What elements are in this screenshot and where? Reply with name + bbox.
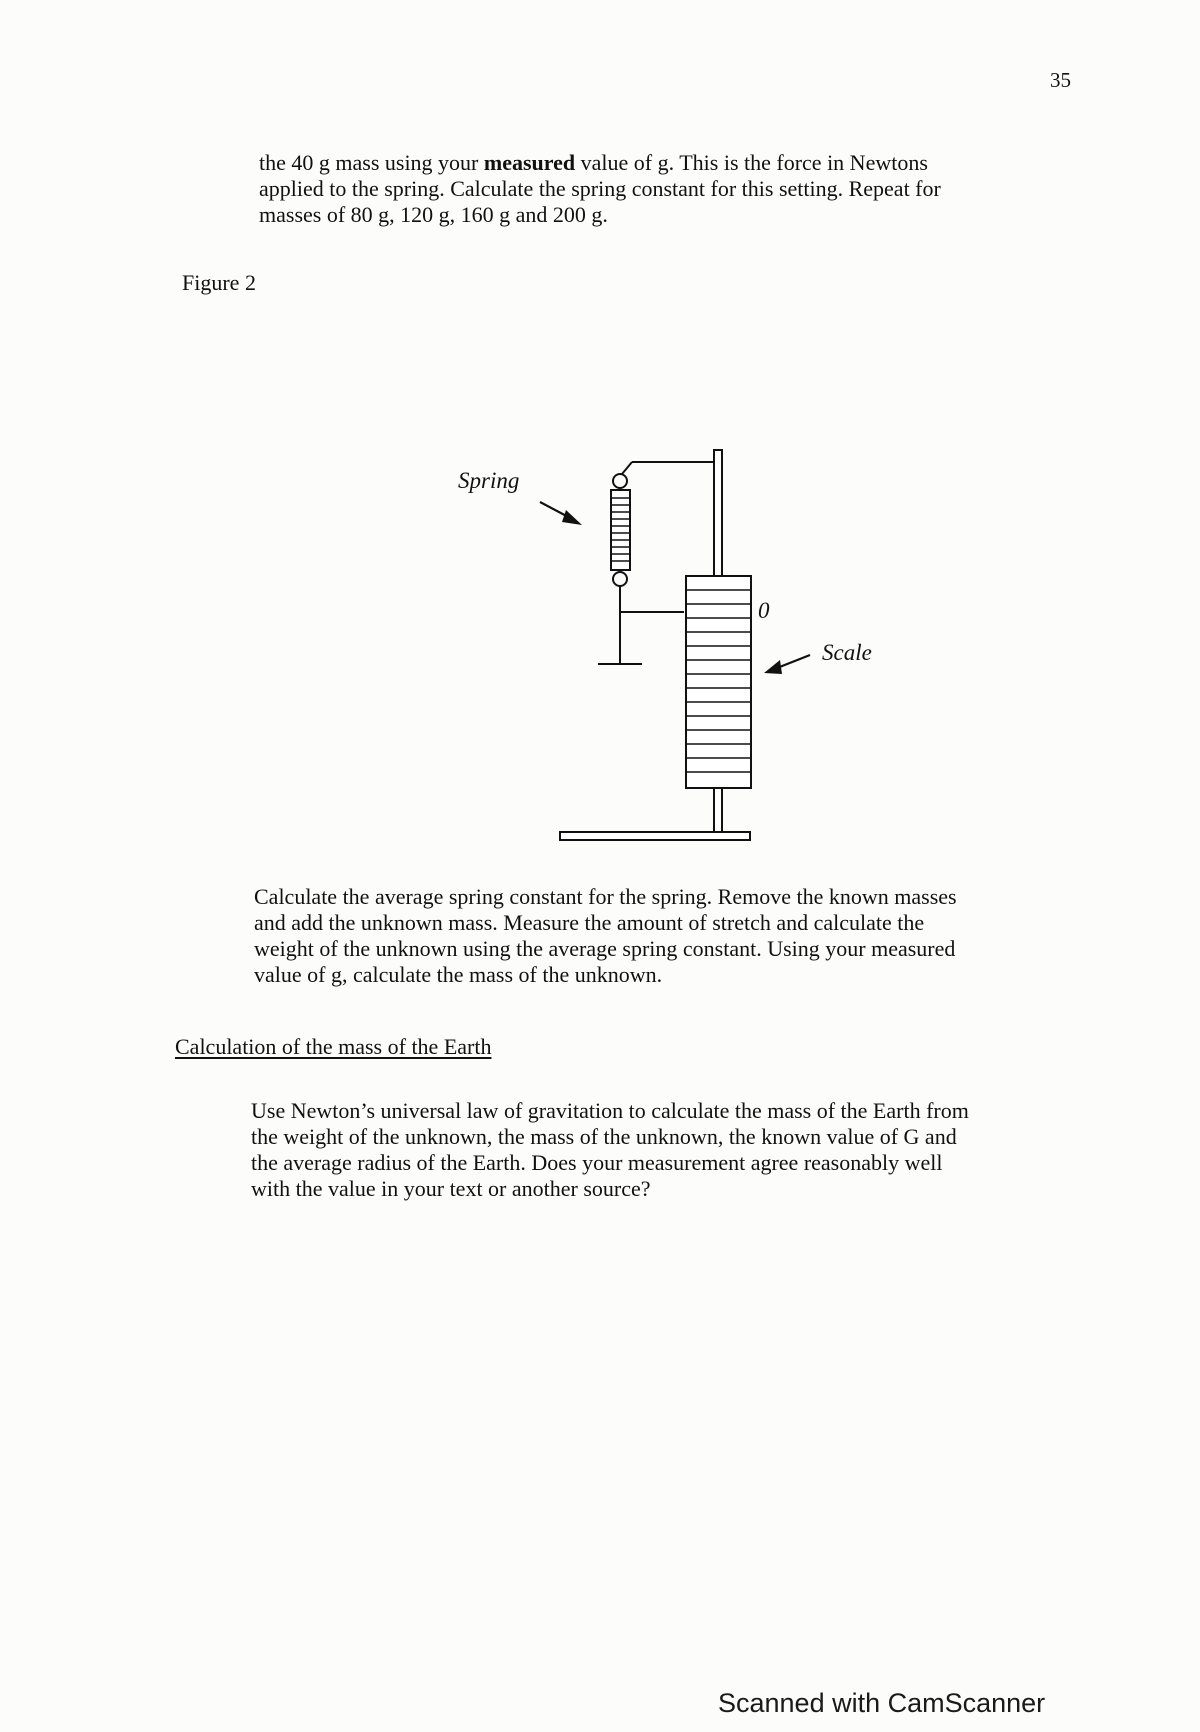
stand-rod: [714, 450, 722, 578]
paragraph-1-line-3: masses of 80 g, 120 g, 160 g and 200 g.: [259, 202, 608, 227]
spring-bottom-ring: [613, 572, 627, 586]
spring-label: Spring: [458, 468, 520, 493]
figure-label: Figure 2: [182, 270, 256, 295]
paragraph-2-line: weight of the unknown using the average spring constant. Using your measured: [254, 936, 956, 961]
scale-label: Scale: [822, 640, 872, 665]
line-1-pre: the 40 g mass using your: [259, 150, 484, 175]
paragraph-3-line: the average radius of the Earth. Does your measurement agree reasonably well: [251, 1150, 943, 1175]
page-number: 35: [1050, 68, 1071, 92]
paragraph-2-line: value of g, calculate the mass of the unknown.: [254, 962, 663, 987]
paragraph-3-line: the weight of the unknown, the mass of the unknown, the known value of G and: [251, 1124, 957, 1149]
section-heading: Calculation of the mass of the Earth: [175, 1034, 492, 1059]
paragraph-2-line: Calculate the average spring constant for the spring. Remove the known masses: [254, 884, 957, 909]
spring-top-ring: [613, 474, 627, 488]
paragraph-2-line: and add the unknown mass. Measure the amount of stretch and calculate the: [254, 910, 925, 935]
line-1-post: value of g. This is the force in Newtons: [575, 150, 928, 175]
stand-base: [560, 832, 750, 840]
scale-arrow: [764, 655, 810, 674]
spring-arrow: [540, 502, 582, 525]
paragraph-3-line: with the value in your text or another source?: [251, 1176, 651, 1201]
scale-body: [686, 576, 751, 788]
instruction-paragraph-2: [254, 884, 957, 988]
stand-rod-lower: [714, 788, 722, 833]
paragraph-1-line-2: applied to the spring. Calculate the spring constant for this setting. Repeat for: [259, 176, 941, 201]
camscanner-watermark: Scanned with CamScanner: [718, 1688, 1046, 1718]
paragraph-3-line: Use Newton’s universal law of gravitation to calculate the mass of the Earth from: [251, 1098, 969, 1123]
zero-label: 0: [758, 598, 770, 623]
instruction-paragraph-3: [251, 1098, 969, 1202]
spring-coil: [611, 490, 630, 570]
measured-emphasis: measured: [483, 150, 576, 175]
